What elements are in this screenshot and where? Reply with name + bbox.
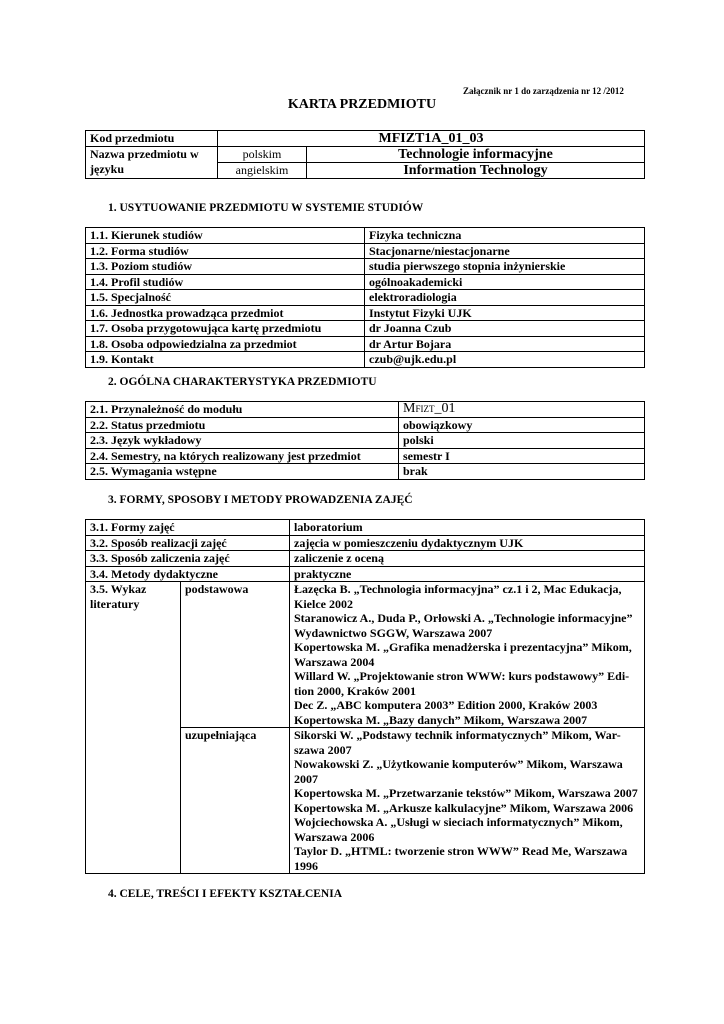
placement-value: dr Joanna Czub — [365, 321, 645, 337]
placement-value: studia pierwszego stopnia inżynierskie — [365, 259, 645, 275]
placement-value: Stacjonarne/niestacjonarne — [365, 243, 645, 259]
forms-row — [86, 566, 645, 582]
placement-label: 1.5. Specjalność — [86, 290, 365, 306]
forms-row — [86, 520, 645, 536]
placement-row — [86, 336, 645, 352]
section-3-heading: 3. FORMY, SPOSOBY I METODY PROWADZENIA ZAJĘĆ — [108, 494, 413, 506]
forms-table — [85, 519, 645, 874]
placement-row — [86, 274, 645, 290]
literature-basic-label: podstawowa — [181, 582, 290, 728]
placement-label: 1.9. Kontakt — [86, 352, 365, 368]
forms-value: praktyczne — [290, 566, 645, 582]
general-row — [86, 417, 645, 433]
placement-table — [85, 227, 645, 368]
page-title: KARTA PRZEDMIOTU — [287, 97, 437, 112]
general-row — [86, 464, 645, 480]
code-label: Kod przedmiotu — [86, 131, 218, 147]
placement-row — [86, 259, 645, 275]
forms-row — [86, 551, 645, 567]
section-1-heading: 1. USYTUOWANIE PRZEDMIOTU W SYSTEMIE STUDIÓW — [108, 202, 424, 214]
literature-item: Kopertowska M. „Arkusze kalkulacyjne” Mikom, Warszawa 2006 — [294, 800, 634, 815]
general-label: 2.5. Wymagania wstępne — [86, 464, 399, 480]
general-value: brak — [399, 464, 645, 480]
literature-item: Staranowicz A., Duda P., Orłowski A. „Technologie informacyjne” Wydawnictwo SGGW, Warszawa 2007 — [294, 611, 633, 640]
forms-label: 3.3. Sposób zaliczenia zajęć — [86, 551, 290, 567]
placement-label: 1.7. Osoba przygotowująca kartę przedmiotu — [86, 321, 365, 337]
annex-note: Załącznik nr 1 do zarządzenia nr 12 /2012 — [463, 86, 624, 96]
literature-item: Łazęcka B. „Technologia informacyjna” cz.1 i 2, Mac Edukacja, Kielce 2002 — [294, 582, 622, 611]
section-2-heading: 2. OGÓLNA CHARAKTERYSTYKA PRZEDMIOTU — [108, 376, 377, 388]
forms-value: zaliczenie z oceną — [290, 551, 645, 567]
general-row — [86, 448, 645, 464]
general-label: 2.4. Semestry, na których realizowany jest przedmiot — [86, 448, 399, 464]
literature-item: Kopertowska M. „Bazy danych” Mikom, Warszawa 2007 — [294, 712, 588, 727]
literature-label: 3.5. Wykaz literatury — [86, 582, 181, 874]
placement-label: 1.4. Profil studiów — [86, 274, 365, 290]
lang-pl: polskim — [218, 147, 307, 163]
forms-label: 3.4. Metody dydaktyczne — [86, 566, 290, 582]
literature-item: Kopertowska M. „Przetwarzanie tekstów” Mikom, Warszawa 2007 — [294, 786, 638, 800]
general-table — [85, 401, 645, 480]
section-4-heading: 4. CELE, TREŚCI I EFEKTY KSZTAŁCENIA — [108, 888, 343, 900]
module-value: MFIZT_01 — [399, 402, 645, 418]
placement-label: 1.6. Jednostka prowadząca przedmiot — [86, 305, 365, 321]
general-value: obowiązkowy — [399, 417, 645, 433]
literature-item: Kopertowska M. „Grafika menadżerska i prezentacyjna” Mikom, Warszawa 2004 — [294, 640, 632, 669]
course-id-table — [85, 130, 645, 179]
general-value: polski — [399, 433, 645, 449]
placement-value: ogólnoakademicki — [365, 274, 645, 290]
literature-item: Dec Z. „ABC komputera 2003” Edition 2000, Kraków 2003 — [294, 698, 598, 712]
literature-item: Nowakowski Z. „Użytkowanie komputerów” Mikom, Warszawa 2007 — [294, 757, 623, 786]
forms-label: 3.2. Sposób realizacji zajęć — [86, 535, 290, 551]
literature-item: Taylor D. „HTML: tworzenie stron WWW” Read Me, Warszawa 1996 — [294, 844, 628, 873]
placement-row — [86, 305, 645, 321]
placement-value: czub@ujk.edu.pl — [365, 352, 645, 368]
literature-item: Willard W. „Projektowanie stron WWW: kurs podstawowy” Edi-tion 2000, Kraków 2001 — [294, 669, 630, 698]
forms-value: laboratorium — [290, 520, 645, 536]
placement-row — [86, 352, 645, 368]
literature-supp-label: uzupełniająca — [181, 728, 290, 874]
placement-row — [86, 321, 645, 337]
lang-en: angielskim — [218, 163, 307, 179]
general-value: semestr I — [399, 448, 645, 464]
literature-basic-list — [290, 582, 645, 728]
course-code: MFIZT1A_01_03 — [218, 131, 645, 147]
forms-row — [86, 535, 645, 551]
placement-row — [86, 228, 645, 244]
literature-item: Sikorski W. „Podstawy technik informatycznych” Mikom, War-szawa 2007 — [294, 728, 621, 757]
forms-label: 3.1. Formy zajęć — [86, 520, 290, 536]
placement-value: Fizyka techniczna — [365, 228, 645, 244]
literature-item: Wojciechowska A. „Usługi w sieciach informatycznych” Mikom, Warszawa 2006 — [294, 815, 623, 844]
placement-value: elektroradiologia — [365, 290, 645, 306]
placement-row — [86, 290, 645, 306]
forms-value: zajęcia w pomieszczeniu dydaktycznym UJK — [290, 535, 645, 551]
placement-label: 1.8. Osoba odpowiedzialna za przedmiot — [86, 336, 365, 352]
general-row — [86, 433, 645, 449]
general-label: 2.2. Status przedmiotu — [86, 417, 399, 433]
literature-supp-list — [290, 728, 645, 874]
general-label: 2.3. Język wykładowy — [86, 433, 399, 449]
placement-label: 1.1. Kierunek studiów — [86, 228, 365, 244]
placement-value: dr Artur Bojara — [365, 336, 645, 352]
placement-label: 1.2. Forma studiów — [86, 243, 365, 259]
placement-row — [86, 243, 645, 259]
placement-label: 1.3. Poziom studiów — [86, 259, 365, 275]
module-label: 2.1. Przynależność do modułu — [86, 402, 399, 418]
name-label: Nazwa przedmiotu w języku — [86, 147, 218, 179]
course-name-pl: Technologie informacyjne — [307, 147, 645, 163]
course-name-en: Information Technology — [307, 163, 645, 179]
placement-value: Instytut Fizyki UJK — [365, 305, 645, 321]
literature-basic-row — [86, 582, 645, 728]
